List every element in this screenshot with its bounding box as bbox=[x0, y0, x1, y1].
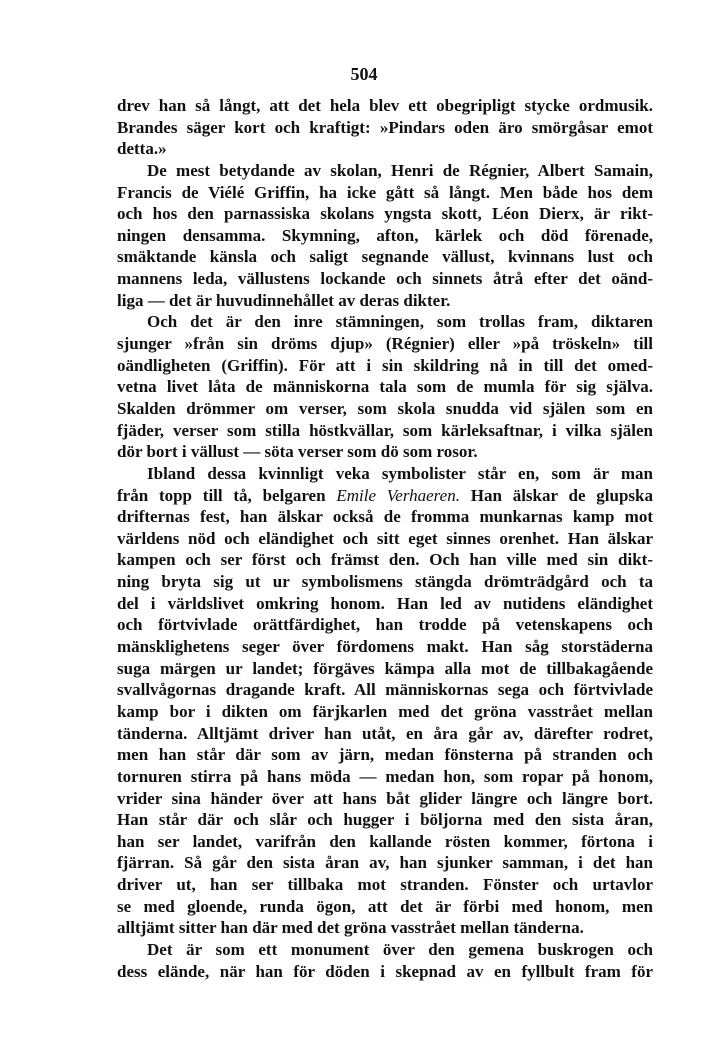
text-line: suga märgen ur landet; förgäves kämpa alla mot de tillbakagående bbox=[117, 658, 653, 678]
text-line: mannens leda, vällustens lockande och sinnets åtrå efter det oänd- bbox=[117, 269, 653, 289]
text-segment: Han älskar de glupska bbox=[459, 485, 653, 505]
emphasized-name: Emile Verhaeren. bbox=[336, 485, 460, 505]
text-line: De mest betydande av skolan, Henri de Régnier, Albert Samain, bbox=[147, 160, 653, 180]
text-line: och förtvivlade orättfärdighet, han trodde på vetenskapens och bbox=[117, 615, 653, 635]
text-line: Ibland dessa kvinnligt veka symbolister står en, som är man bbox=[147, 463, 653, 483]
text-line: Skalden drömmer om verser, som skola snudda vid själen som en bbox=[117, 398, 653, 418]
page-number: 504 bbox=[350, 64, 378, 84]
text-line: Brandes säger kort och kraftigt: »Pindars oden äro smörgåsar emot bbox=[117, 117, 653, 137]
text-line: dör bort i vällust — söta verser som dö som rosor. bbox=[117, 442, 478, 462]
text-line: vrider sina händer över att hans båt glider längre och längre bort. bbox=[117, 788, 653, 808]
text-line: Det är som ett monument över den gemena buskrogen och bbox=[147, 939, 653, 959]
text-line: fjärran. Så går den sista åran av, han sjunker samman, i det han bbox=[117, 853, 653, 873]
text-line: alltjämt sitter han där med det gröna vasstrået mellan tänderna. bbox=[117, 918, 584, 938]
text-line: smäktande känsla och saligt segnande vällust, kvinnans lust och bbox=[117, 247, 653, 267]
text-line: han ser landet, varifrån den kallande rösten kommer, förtona i bbox=[117, 831, 653, 851]
text-line: svallvågornas dragande kraft. All människornas sega och förtvivlade bbox=[117, 680, 653, 700]
text-line: vetna livet låta de människorna tala som de mumla för sig själva. bbox=[117, 377, 653, 397]
text-line: och hos den parnassiska skolans yngsta skott, Léon Dierx, är rikt- bbox=[117, 204, 653, 224]
text-line: oändligheten (Griffin). För att i sin skildring nå in till det omed- bbox=[117, 355, 653, 375]
text-line: ningen densamma. Skymning, afton, kärlek och död förenade, bbox=[117, 225, 653, 245]
text-line: detta.» bbox=[117, 139, 167, 159]
text-line: Francis de Viélé Griffin, ha icke gått så långt. Men både hos dem bbox=[117, 182, 653, 202]
text-line: drifternas fest, han älskar också de fromma munkarnas kamp mot bbox=[117, 507, 653, 527]
text-line: kamp bor i dikten om färjkarlen med det gröna vasstrået mellan bbox=[117, 701, 653, 721]
text-line: tornuren stirra på hans möda — medan hon, som ropar på honom, bbox=[117, 766, 653, 786]
text-line: mänsklighetens seger över fördomens makt. Han såg storstäderna bbox=[117, 637, 653, 657]
text-line: men han står där som av järn, medan fönsterna på stranden och bbox=[117, 745, 653, 765]
text-line: se med gloende, runda ögon, att det är förbi med honom, men bbox=[117, 896, 653, 916]
text-line: drev han så långt, att det hela blev ett obegripligt stycke ordmusik. bbox=[117, 96, 653, 115]
text-line: del i världslivet omkring honom. Han led av nutidens eländighet bbox=[117, 593, 653, 613]
text-line: Han står där och slår och hugger i böljorna med den sista åran, bbox=[117, 810, 653, 830]
text-line: Och det är den inre stämningen, som trollas fram, diktaren bbox=[147, 312, 653, 332]
body-text bbox=[117, 95, 653, 982]
text-line: liga — det är huvudinnehållet av deras dikter. bbox=[117, 290, 451, 310]
text-line: fjäder, verser som stilla höstkvällar, som kärleksaftnar, i vilka själen bbox=[117, 420, 653, 440]
text-line: driver ut, han ser tillbaka mot stranden. Fönster och urtavlor bbox=[117, 875, 653, 895]
text-line: världens nöd och eländighet och sitt eget sinnes orenhet. Han älskar bbox=[117, 528, 653, 548]
text-line: ning bryta sig ut ur symbolismens stängda drömträdgård och ta bbox=[117, 572, 653, 592]
text-line: sjunger »från sin dröms djup» (Régnier) eller »på tröskeln» till bbox=[117, 334, 653, 354]
text-line: tänderna. Alltjämt driver han utåt, en åra går av, därefter rodret, bbox=[117, 723, 653, 743]
text-line: dess elände, när han för döden i skepnad av en fyllbult fram för bbox=[117, 961, 653, 981]
text-segment: från topp till tå, belgaren bbox=[117, 485, 337, 505]
text-line bbox=[117, 485, 653, 507]
text-line: kampen och ser först och främst den. Och han ville med sin dikt- bbox=[117, 550, 653, 570]
